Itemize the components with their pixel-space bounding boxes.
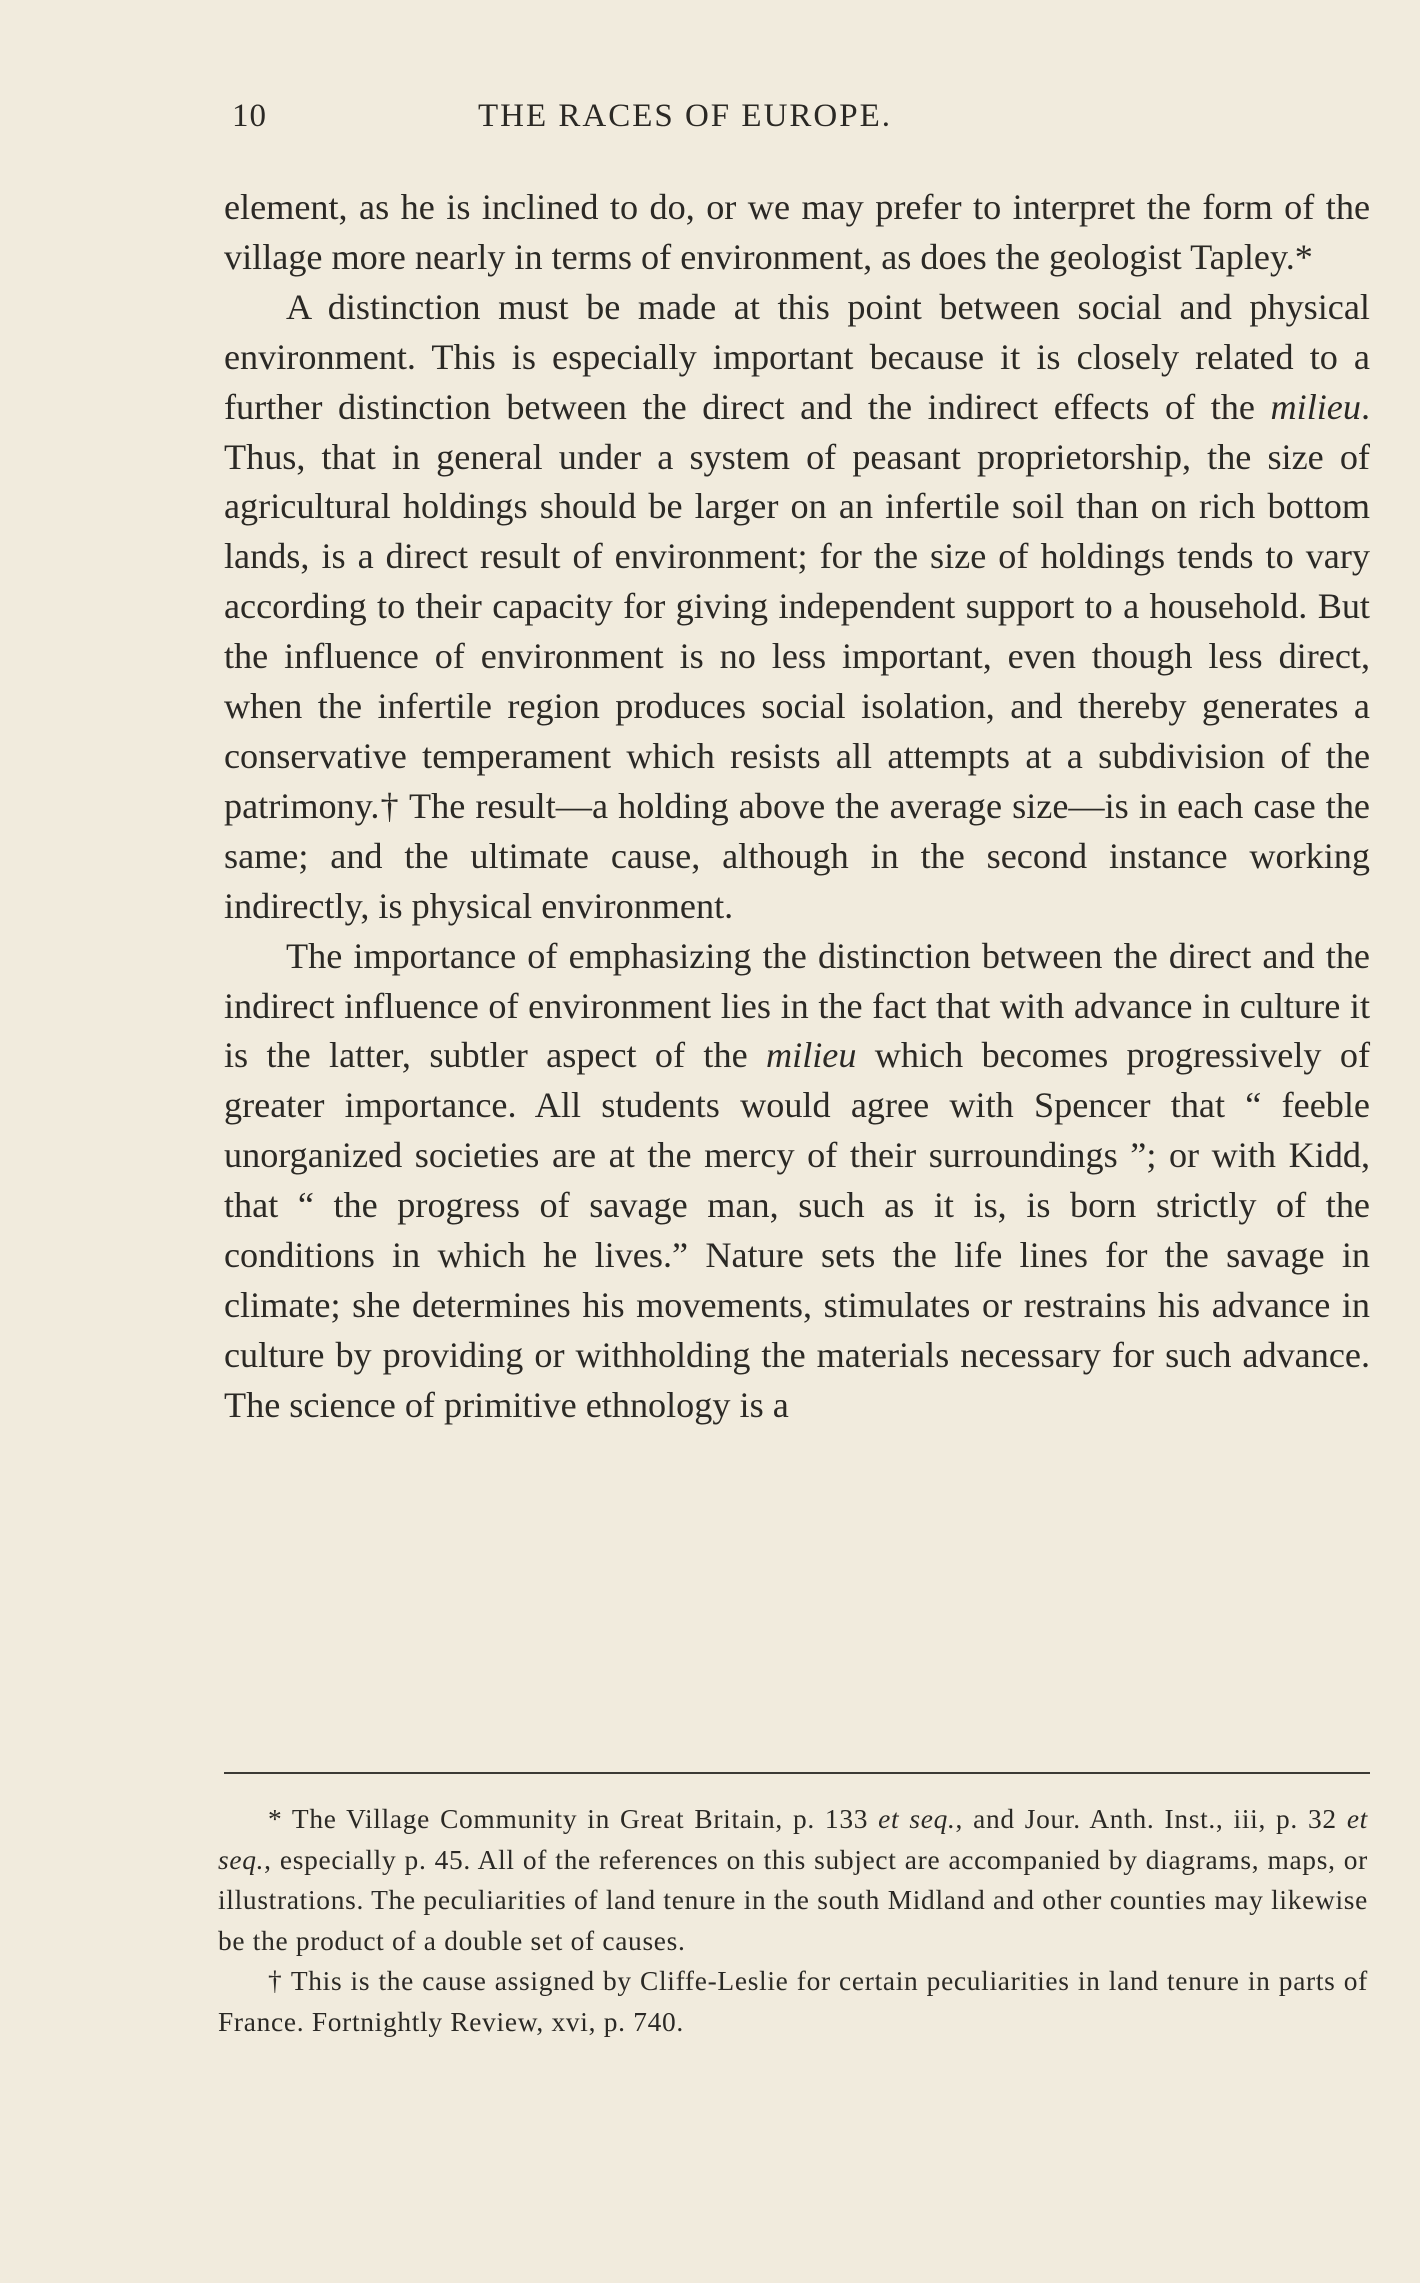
footnote-divider [224, 1772, 1370, 1774]
running-header [0, 98, 1420, 144]
page-number: 10 [232, 98, 267, 134]
paragraph-3-text-b: which becomes progressively of greater importance. All students would agree with Spencer that “ feeble unorganized societies are at the mercy of their surroundings ”; or with Kidd, that “ the progress of savage man, such as it is, is born strictly of the conditions in which he lives.” Nature sets the life lines for the savage in climate; she determines his movements, stimulates or restrains his advance in culture by providing or withholding the materials necessary for such advance. The science of primitive ethnology is a [224, 1035, 1371, 1425]
footnote-1-text-a: * The Village Community in Great Britain, p. 133 [268, 1804, 879, 1834]
footnote-1-italic-1: et seq. [878, 1804, 956, 1834]
footnote-1 [218, 1799, 1368, 1961]
footnote-1-text-c: , especially p. 45. All of the references on this subject are accompanied by diagrams, maps, or illustrations. The peculiarities of land tenure in the south Midland and other counties may likewise be the product of a double set of causes. [218, 1844, 1368, 1956]
paragraph-2 [224, 283, 1370, 932]
footnote-1-italic-2: et seq. [218, 1804, 1368, 1875]
footnote-1-text-b: , and Jour. Anth. Inst., iii, p. 32 [955, 1804, 1347, 1834]
paragraph-2-text-b: . Thus, that in general under a system of peasant proprietorship, the size of agricultural holdings should be larger on an infertile soil than on rich bottom lands, is a direct result of environment; for the size of holdings tends to vary according to their capacity for giving independent support to a household. But the influence of environment is no less important, even though less direct, when the infertile region produces social isolation, and thereby generates a conservative temperament which resists all attempts at a subdivision of the patrimony.† The result—a holding above the average size—is in each case the same; and the ultimate cause, although in the second instance working indirectly, is physical environment. [224, 386, 1370, 926]
footnote-2 [218, 1961, 1368, 2042]
milieu-italic: milieu [1270, 386, 1361, 427]
footnote-2-text: † This is the cause assigned by Cliffe-Leslie for certain peculiarities in land tenure in parts of France. Fortnightly Review, xvi, p. 740. [218, 1966, 1368, 2037]
footnotes [218, 1799, 1368, 2043]
paragraph-2-text-a: A distinction must be made at this point between social and physical environment. This is especially important because it is closely related to a further distinction between the direct and the indirect effects of the [224, 286, 1370, 427]
paragraph-1-text: element, as he is inclined to do, or we may prefer to interpret the form of the village more nearly in terms of environment, as does the geologist Tapley.* [224, 187, 1370, 277]
paragraph-3-text-a: The importance of emphasizing the distinction between the direct and the indirect influence of environment lies in the fact that with advance in culture it is the latter, subtler aspect of the [224, 935, 1370, 1076]
paragraph-continued [224, 183, 1370, 283]
running-title: THE RACES OF EUROPE. [477, 98, 893, 134]
milieu-italic: milieu [766, 1035, 857, 1076]
paragraph-3 [224, 932, 1370, 1431]
body-text [224, 183, 1370, 1431]
